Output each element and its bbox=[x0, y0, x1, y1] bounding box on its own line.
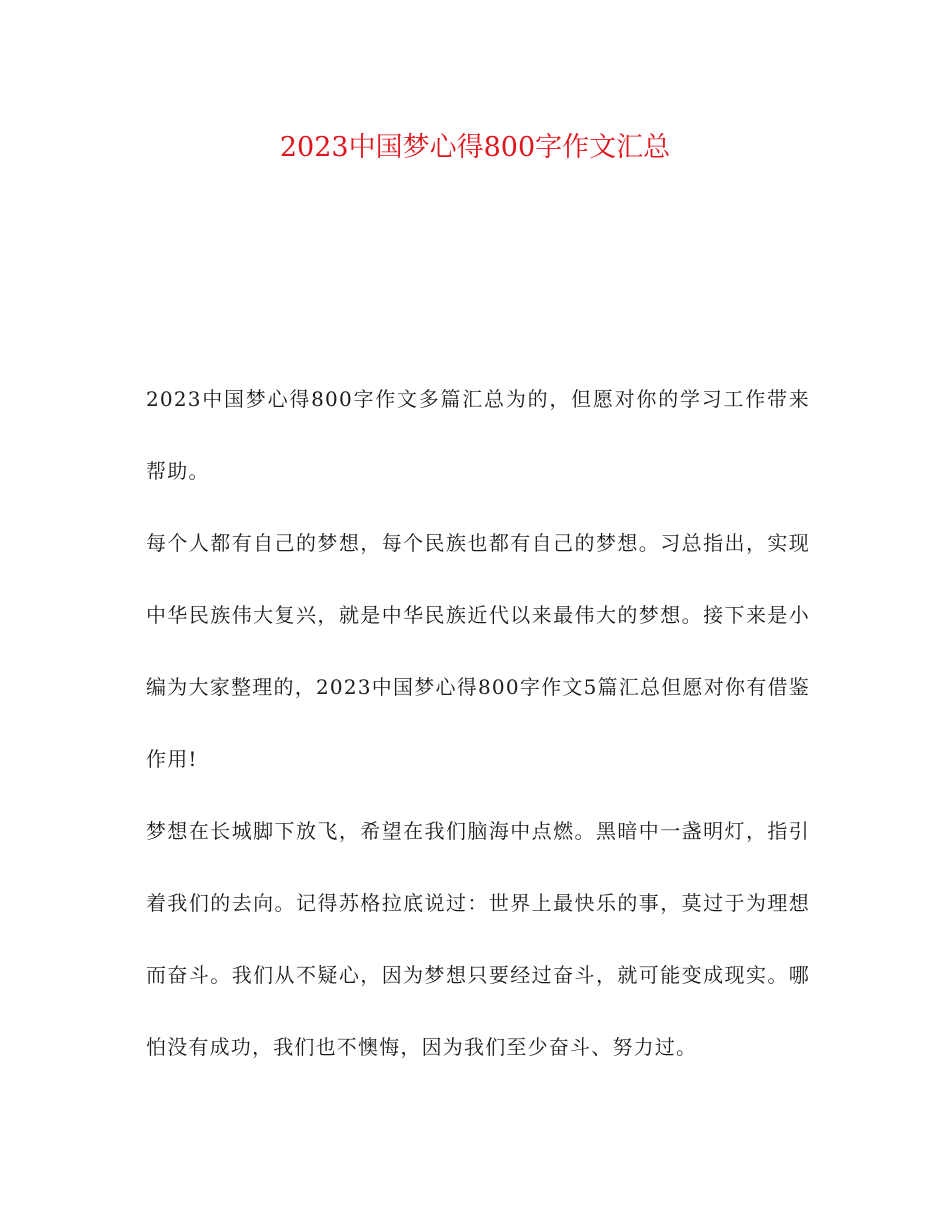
essay-paragraph: 梦想在长城脚下放飞，希望在我们脑海中点燃。黑暗中一盏明灯，指引着我们的去向。记得苏格拉底说过：世界上最快乐的事，莫过于为理想而奋斗。我们从不疑心，因为梦想只要经过奋斗，就可能变成现实。哪怕没有成功，我们也不懊悔，因为我们至少奋斗、努力过。 bbox=[146, 819, 810, 1059]
document-title: 2023中国梦心得800字作文汇总 bbox=[279, 132, 671, 163]
document-body bbox=[146, 363, 810, 1083]
intro-paragraph: 2023中国梦心得800字作文多篇汇总为的，但愿对你的学习工作带来帮助。 bbox=[146, 387, 810, 483]
dream-paragraph: 每个人都有自己的梦想，每个民族也都有自己的梦想。习总指出，实现中华民族伟大复兴，就是中华民族近代以来最伟大的梦想。接下来是小编为大家整理的，2023中国梦心得800字作文5篇汇总但愿对你有借鉴作用! bbox=[146, 531, 810, 771]
